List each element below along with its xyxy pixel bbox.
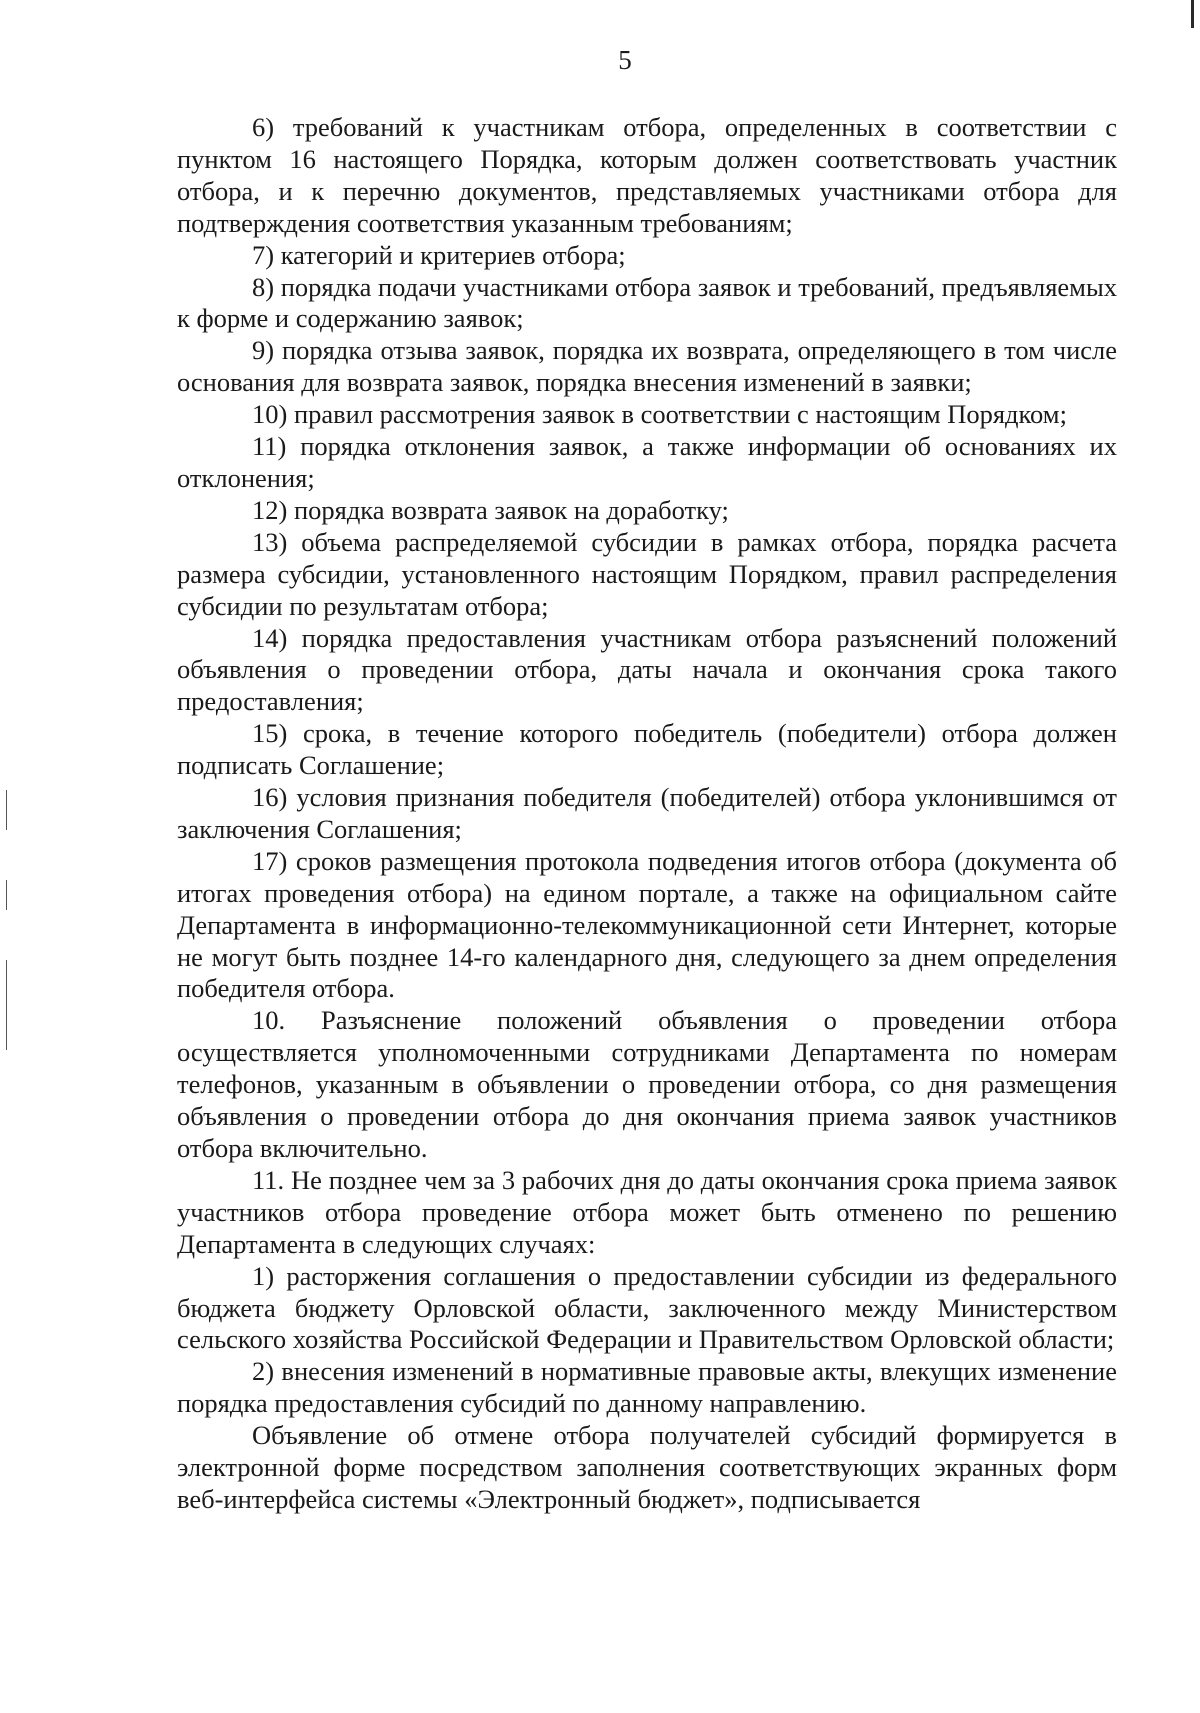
paragraph: 13) объема распределяемой субсидии в рамках отбора, порядка расчета размера субсидии, установленного настоящим Порядком, правил распределения субсидии по результатам отбора; bbox=[177, 526, 1117, 621]
paragraph: 10) правил рассмотрения заявок в соответствии с настоящим Порядком; bbox=[252, 399, 1067, 430]
page-number: 5 bbox=[618, 45, 632, 75]
paragraph: 2) внесения изменений в нормативные правовые акты, влекущих изменение порядка предоставления субсидий по данному направлению. bbox=[177, 1356, 1117, 1419]
paragraph: 11) порядка отклонения заявок, а также информации об основаниях их отклонения; bbox=[177, 431, 1117, 493]
paragraph: 1) расторжения соглашения о предоставлении субсидии из федерального бюджета бюджету Орловской области, заключенного между Министерством сельского хозяйства Российской Федерации и Правительством Орловской области; bbox=[177, 1260, 1117, 1355]
paragraph: 8) порядка подачи участниками отбора заявок и требований, предъявляемых к форме и содержанию заявок; bbox=[177, 271, 1117, 334]
paragraph: 14) порядка предоставления участникам отбора разъяснений положений объявления о проведении отбора, даты начала и окончания срока такого предоставления; bbox=[177, 622, 1117, 717]
paragraph: 10. Разъяснение положений объявления о проведении отбора осуществляется уполномоченными сотрудниками Департамента по номерам телефонов, указанным в объявлении о проведении отбора, со дня размещения объявления о проведении отбора до дня окончания приема заявок участников отбора включительно. bbox=[177, 1005, 1117, 1163]
paragraph: Объявление об отмене отбора получателей субсидий формируется в электронной форме посредством заполнения соответствующих экранных форм веб-интерфейса системы «Электронный бюджет», подписывается bbox=[177, 1420, 1117, 1514]
document-body bbox=[177, 112, 1117, 1516]
scan-margin-mark bbox=[6, 960, 7, 1050]
scan-margin-mark bbox=[6, 790, 7, 830]
paragraph: 7) категорий и критериев отбора; bbox=[252, 239, 626, 270]
paragraph: 17) сроков размещения протокола подведения итогов отбора (документа об итогах проведения отбора) на едином портале, а также на официальном сайте Департамента в информационно-телекоммуникационной сети Интернет, которые не могут быть позднее 14-го календарного дня, следующего за днем определения победителя отбора. bbox=[177, 845, 1117, 1004]
paragraph: 11. Не позднее чем за 3 рабочих дня до даты окончания срока приема заявок участников отбора проведение отбора может быть отменено по решению Департамента в следующих случаях: bbox=[177, 1164, 1117, 1259]
scan-margin-mark bbox=[6, 880, 7, 910]
paragraph: 16) условия признания победителя (победителей) отбора уклонившимся от заключения Соглашения; bbox=[177, 782, 1117, 844]
paragraph: 15) срока, в течение которого победитель (победители) отбора должен подписать Соглашение; bbox=[177, 718, 1117, 781]
paragraph: 9) порядка отзыва заявок, порядка их возврата, определяющего в том числе основания для возврата заявок, порядка внесения изменений в заявки; bbox=[177, 335, 1117, 398]
paragraph: 6) требований к участникам отбора, определенных в соответствии с пунктом 16 настоящего Порядка, которым должен соответствовать участник отбора, и к перечню документов, представляемых участниками отбора для подтверждения соответствия указанным требованиям; bbox=[177, 112, 1117, 238]
paragraph: 12) порядка возврата заявок на доработку; bbox=[252, 494, 729, 525]
scan-edge-mark bbox=[1191, 0, 1194, 28]
